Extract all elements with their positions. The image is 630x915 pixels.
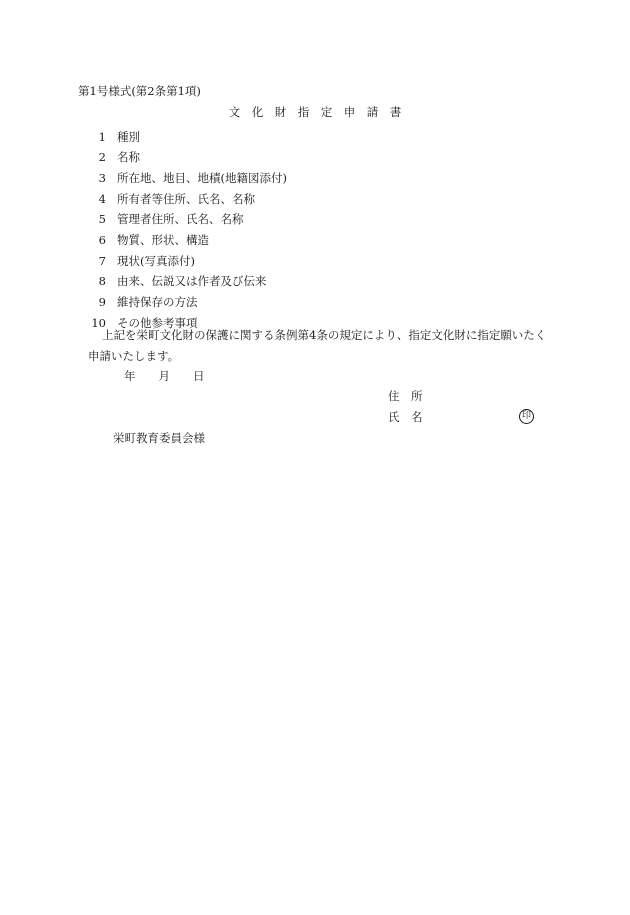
item-number: 8 xyxy=(98,274,106,289)
item-text: 現状(写真添付) xyxy=(117,253,195,268)
item-number: 3 xyxy=(98,170,106,185)
list-item xyxy=(88,127,287,148)
list-item xyxy=(88,251,287,272)
item-number: 10 xyxy=(91,315,106,330)
list-item xyxy=(88,168,287,189)
item-number: 6 xyxy=(98,233,106,248)
item-number: 7 xyxy=(98,253,106,268)
item-number: 1 xyxy=(98,129,106,144)
date-line: 年 月 日 xyxy=(124,369,205,383)
list-item xyxy=(88,293,287,314)
item-text: 維持保存の方法 xyxy=(117,295,198,310)
form-number-label: 第1号様式(第2条第1項) xyxy=(78,84,201,98)
item-list xyxy=(88,127,287,334)
list-item xyxy=(88,230,287,251)
document-title: 文 化 財 指 定 申 請 書 xyxy=(228,105,402,119)
item-text: 管理者住所、氏名、名称 xyxy=(117,212,244,227)
item-text: 物質、形状、構造 xyxy=(117,233,209,248)
seal-icon: 印 xyxy=(519,409,534,424)
item-text: 種別 xyxy=(117,129,140,144)
item-text: 名称 xyxy=(117,150,140,165)
list-item xyxy=(88,272,287,293)
name-label: 氏 名 xyxy=(388,410,423,424)
list-item xyxy=(88,148,287,169)
request-statement-line1: 上記を栄町文化財の保護に関する条例第4条の規定により、指定文化財に指定願いたく xyxy=(102,328,547,342)
item-text: 由来、伝説又は作者及び伝来 xyxy=(117,274,267,289)
item-number: 5 xyxy=(98,212,106,227)
item-number: 9 xyxy=(98,295,106,310)
item-text: その他参考事項 xyxy=(117,315,198,330)
item-text: 所有者等住所、氏名、名称 xyxy=(117,191,255,206)
item-text: 所在地、地目、地積(地籍図添付) xyxy=(117,170,287,185)
addressee: 栄町教育委員会様 xyxy=(113,431,205,445)
item-number: 2 xyxy=(98,150,106,165)
list-item xyxy=(88,189,287,210)
request-statement-line2: 申請いたします。 xyxy=(88,349,180,363)
item-number: 4 xyxy=(98,191,106,206)
list-item xyxy=(88,210,287,231)
address-label: 住 所 xyxy=(388,389,423,403)
